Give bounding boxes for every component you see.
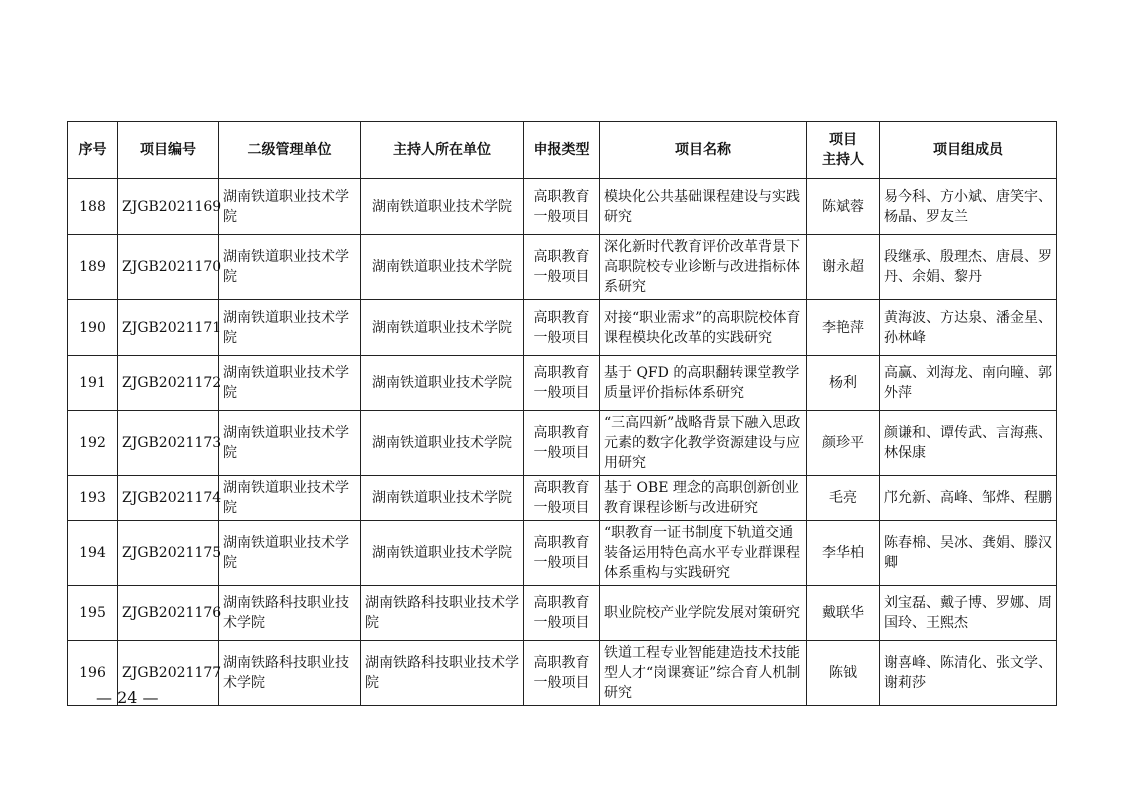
cell-host-unit: 湖南铁道职业技术学院 — [361, 476, 524, 521]
cell-name: 深化新时代教育评价改革背景下高职院校专业诊断与改进指标体系研究 — [600, 235, 807, 300]
header-members: 项目组成员 — [880, 122, 1057, 179]
cell-host: 谢永超 — [807, 235, 880, 300]
cell-mgmt: 湖南铁道职业技术学院 — [219, 521, 361, 586]
table-row — [68, 300, 1057, 356]
table-row — [68, 641, 1057, 706]
cell-type: 高职教育一般项目 — [524, 521, 600, 586]
cell-name: “三高四新”战略背景下融入思政元素的数字化教学资源建设与应用研究 — [600, 411, 807, 476]
cell-type: 高职教育一般项目 — [524, 179, 600, 235]
cell-name: 模块化公共基础课程建设与实践研究 — [600, 179, 807, 235]
cell-mgmt: 湖南铁道职业技术学院 — [219, 300, 361, 356]
header-host — [807, 122, 880, 179]
cell-seq: 190 — [68, 300, 118, 356]
table-row — [68, 235, 1057, 300]
cell-host-unit: 湖南铁道职业技术学院 — [361, 411, 524, 476]
cell-name: 铁道工程专业智能建造技术技能型人才“岗课赛证”综合育人机制研究 — [600, 641, 807, 706]
header-type: 申报类型 — [524, 122, 600, 179]
cell-members: 谢喜峰、陈清化、张文学、谢莉莎 — [880, 641, 1057, 706]
cell-members: 陈春棉、吴冰、龚娟、滕汉卿 — [880, 521, 1057, 586]
cell-host-unit: 湖南铁道职业技术学院 — [361, 300, 524, 356]
table-row — [68, 586, 1057, 641]
header-host-line2: 主持人 — [822, 152, 864, 168]
cell-members: 易今科、方小斌、唐笑宇、杨晶、罗友兰 — [880, 179, 1057, 235]
cell-seq: 196 — [68, 641, 118, 706]
cell-seq: 189 — [68, 235, 118, 300]
cell-host-unit: 湖南铁道职业技术学院 — [361, 235, 524, 300]
cell-name: 基于 OBE 理念的高职创新创业教育课程诊断与改进研究 — [600, 476, 807, 521]
cell-members: 邝允新、高峰、邹烨、程鹏 — [880, 476, 1057, 521]
cell-name: 对接“职业需求”的高职院校体育课程模块化改革的实践研究 — [600, 300, 807, 356]
cell-host-unit: 湖南铁路科技职业技术学院 — [361, 641, 524, 706]
cell-host: 颜珍平 — [807, 411, 880, 476]
cell-code: ZJGB2021177 — [118, 641, 219, 706]
cell-mgmt: 湖南铁道职业技术学院 — [219, 356, 361, 411]
cell-host: 戴联华 — [807, 586, 880, 641]
cell-members: 黄海波、方达泉、潘金星、孙林峰 — [880, 300, 1057, 356]
cell-seq: 188 — [68, 179, 118, 235]
cell-code: ZJGB2021171 — [118, 300, 219, 356]
cell-mgmt: 湖南铁道职业技术学院 — [219, 476, 361, 521]
cell-seq: 191 — [68, 356, 118, 411]
project-table — [67, 121, 1057, 706]
cell-host: 李华柏 — [807, 521, 880, 586]
cell-code: ZJGB2021174 — [118, 476, 219, 521]
cell-host-unit: 湖南铁道职业技术学院 — [361, 179, 524, 235]
cell-name: 职业院校产业学院发展对策研究 — [600, 586, 807, 641]
table-header-row — [68, 122, 1057, 179]
cell-mgmt: 湖南铁路科技职业技术学院 — [219, 586, 361, 641]
cell-code: ZJGB2021172 — [118, 356, 219, 411]
table-row — [68, 356, 1057, 411]
cell-type: 高职教育一般项目 — [524, 641, 600, 706]
cell-type: 高职教育一般项目 — [524, 356, 600, 411]
header-host-unit: 主持人所在单位 — [361, 122, 524, 179]
cell-type: 高职教育一般项目 — [524, 411, 600, 476]
cell-mgmt: 湖南铁道职业技术学院 — [219, 411, 361, 476]
cell-seq: 193 — [68, 476, 118, 521]
cell-code: ZJGB2021176 — [118, 586, 219, 641]
cell-members: 刘宝磊、戴子博、罗娜、周国玲、王熙杰 — [880, 586, 1057, 641]
cell-host: 陈斌蓉 — [807, 179, 880, 235]
cell-mgmt: 湖南铁道职业技术学院 — [219, 179, 361, 235]
cell-members: 段继承、殷理杰、唐晨、罗丹、余娟、黎丹 — [880, 235, 1057, 300]
header-code: 项目编号 — [118, 122, 219, 179]
cell-members: 高赢、刘海龙、南向瞳、郭外萍 — [880, 356, 1057, 411]
header-seq: 序号 — [68, 122, 118, 179]
cell-name: 基于 QFD 的高职翻转课堂教学质量评价指标体系研究 — [600, 356, 807, 411]
cell-mgmt: 湖南铁道职业技术学院 — [219, 235, 361, 300]
cell-host-unit: 湖南铁路科技职业技术学院 — [361, 586, 524, 641]
table-row — [68, 476, 1057, 521]
cell-mgmt: 湖南铁路科技职业技术学院 — [219, 641, 361, 706]
cell-seq: 195 — [68, 586, 118, 641]
header-name: 项目名称 — [600, 122, 807, 179]
cell-seq: 192 — [68, 411, 118, 476]
cell-host-unit: 湖南铁道职业技术学院 — [361, 521, 524, 586]
cell-host: 陈钺 — [807, 641, 880, 706]
cell-seq: 194 — [68, 521, 118, 586]
cell-host-unit: 湖南铁道职业技术学院 — [361, 356, 524, 411]
cell-type: 高职教育一般项目 — [524, 235, 600, 300]
cell-host: 毛亮 — [807, 476, 880, 521]
table-row — [68, 411, 1057, 476]
cell-type: 高职教育一般项目 — [524, 586, 600, 641]
header-mgmt: 二级管理单位 — [219, 122, 361, 179]
cell-type: 高职教育一般项目 — [524, 300, 600, 356]
cell-host: 杨利 — [807, 356, 880, 411]
table-row — [68, 521, 1057, 586]
table-row — [68, 179, 1057, 235]
page-number: — 24 — — [96, 688, 159, 707]
cell-type: 高职教育一般项目 — [524, 476, 600, 521]
cell-members: 颜谦和、谭传武、言海燕、林保康 — [880, 411, 1057, 476]
cell-code: ZJGB2021173 — [118, 411, 219, 476]
cell-code: ZJGB2021175 — [118, 521, 219, 586]
cell-name: “职教育一证书制度下轨道交通装备运用特色高水平专业群课程体系重构与实践研究 — [600, 521, 807, 586]
cell-code: ZJGB2021170 — [118, 235, 219, 300]
cell-code: ZJGB2021169 — [118, 179, 219, 235]
cell-host: 李艳萍 — [807, 300, 880, 356]
header-host-line1: 项目 — [829, 132, 857, 148]
